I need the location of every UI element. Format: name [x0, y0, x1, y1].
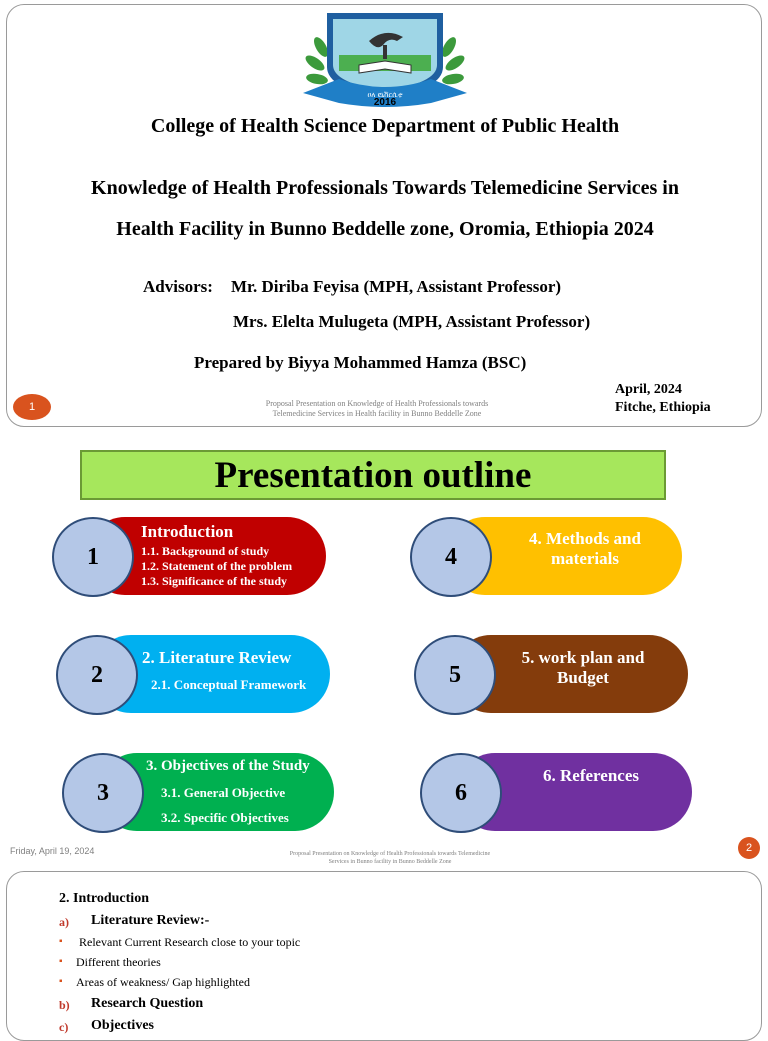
section-label: Research Question [91, 996, 204, 1011]
list-item: Areas of weakness/ Gap highlighted [76, 975, 250, 989]
slide-date-footer: Friday, April 19, 2024 [10, 846, 95, 856]
outline-number-2: 2 [56, 635, 138, 715]
slide-heading: 2. Introduction [59, 891, 149, 906]
outline-item-title-line: 5. work plan and [521, 648, 645, 667]
advisors-label: Advisors: [143, 277, 213, 296]
outline-subitem: 1.2. Statement of the problem [141, 559, 293, 573]
university-logo [299, 7, 471, 111]
outline-item-title [490, 648, 676, 688]
section-label: Objectives [91, 1018, 154, 1033]
college-name: College of Health Science Department of Public Health [150, 115, 620, 137]
presentation-place: Fitche, Ethiopia [615, 400, 711, 415]
outline-item-title: 3. Objectives of the Study [146, 758, 310, 774]
footer-line: Proposal Presentation on Knowledge of Health Professionals towards Telemedicine [289, 851, 491, 857]
outline-subitem: 3.1. General Objective [161, 785, 286, 800]
outline-subitem: 1.3. Significance of the study [141, 574, 288, 588]
outline-item-title: Introduction [141, 522, 234, 541]
page-number-badge: 2 [738, 837, 760, 859]
list-letter: a) [59, 915, 69, 929]
outline-item-title [492, 529, 678, 569]
outline-item-title: 2. Literature Review [142, 648, 292, 667]
outline-number-1: 1 [52, 517, 134, 597]
outline-number-4: 4 [410, 517, 492, 597]
outline-subitem: 1.1. Background of study [141, 544, 270, 558]
advisor-1: Mr. Diriba Feyisa (MPH, Assistant Professor) [231, 277, 562, 296]
slide-footer [227, 399, 527, 419]
svg-text:ዐለ ዩኒቨርሲቲ: ዐለ ዩኒቨርሲቲ [367, 91, 403, 99]
section-label: Literature Review:- [91, 913, 210, 928]
advisor-2: Mrs. Elelta Mulugeta (MPH, Assistant Professor) [233, 312, 591, 331]
bullet-icon: ▪ [59, 976, 63, 987]
outline-item-title-line: materials [551, 549, 619, 568]
outline-item-title-line: 4. Methods and [529, 529, 641, 548]
introduction-slide [6, 871, 762, 1041]
list-item: Different theories [76, 955, 161, 969]
title-slide [6, 4, 762, 427]
footer-line: Services in Bunno facility in Bunno Beddelle Zone [328, 859, 452, 865]
logo-year: 2016 [373, 97, 397, 108]
outline-subitem: 2.1. Conceptual Framework [151, 677, 307, 692]
outline-item-title: 6. References [543, 766, 639, 785]
prepared-by: Prepared by Biyya Mohammed Hamza (BSC) [194, 353, 527, 372]
footer-line: Telemedicine Services in Health facility in Bunno Beddelle Zone [272, 409, 482, 418]
bullet-icon: ▪ [59, 956, 63, 967]
outline-number-5: 5 [414, 635, 496, 715]
outline-item-title-line: Budget [557, 668, 609, 687]
bullet-icon: ▪ [59, 936, 63, 947]
proposal-title-line2: Health Facility in Bunno Beddelle zone, Oromia, Ethiopia 2024 [116, 218, 654, 240]
proposal-title-line1: Knowledge of Health Professionals Towards Telemedicine Services in [91, 177, 679, 199]
page-number-badge: 1 [13, 394, 51, 420]
list-item: Relevant Current Research close to your topic [79, 935, 301, 949]
outline-subitem: 3.2. Specific Objectives [161, 810, 289, 825]
footer-line: Proposal Presentation on Knowledge of Health Professionals towards [265, 399, 489, 408]
outline-title: Presentation outline [80, 450, 666, 500]
outline-number-6: 6 [420, 753, 502, 833]
slide-footer [240, 850, 540, 866]
outline-number-3: 3 [62, 753, 144, 833]
list-letter: b) [59, 998, 70, 1012]
presentation-date: April, 2024 [615, 382, 682, 397]
list-letter: c) [59, 1020, 69, 1034]
